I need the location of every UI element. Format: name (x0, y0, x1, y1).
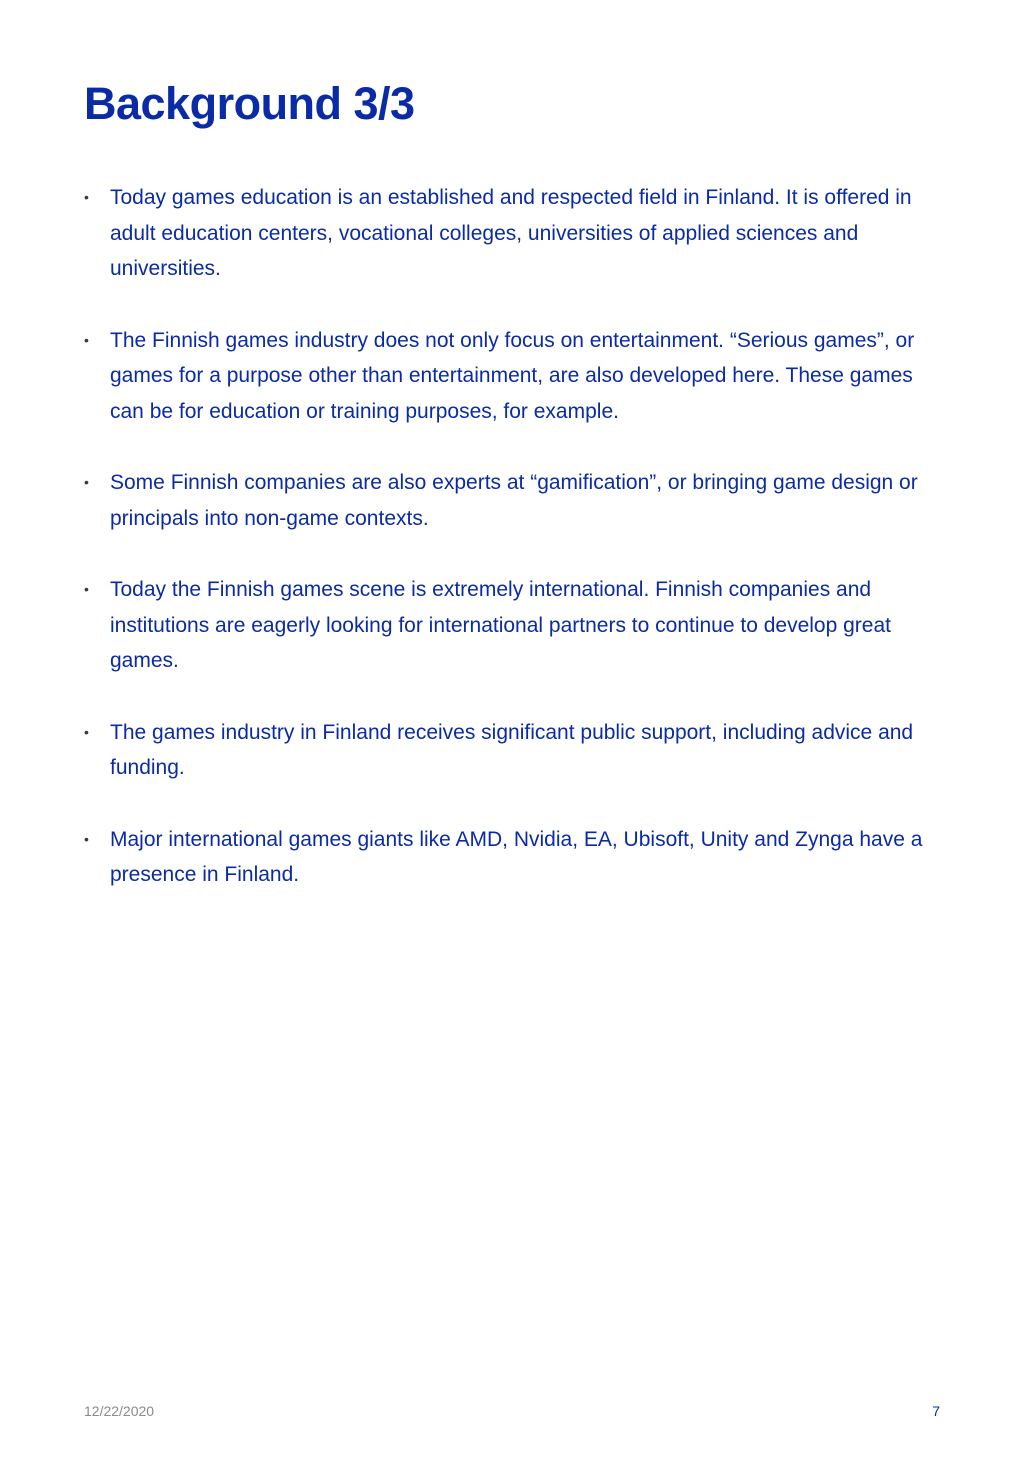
bullet-text: Today games education is an established and respected field in Finland. It is offered in adult education centers, vocational colleges, universities of applied sciences and universities. (110, 186, 912, 280)
footer-date: 12/22/2020 (84, 1403, 155, 1419)
bullet-text: Some Finnish companies are also experts at “gamification”, or bringing game design or principals into non-game contexts. (110, 471, 918, 530)
page-number: 7 (932, 1403, 940, 1419)
bullet-dot-icon: • (84, 189, 89, 205)
bullet-item (84, 822, 944, 893)
bullet-item (84, 323, 944, 430)
bullet-dot-icon: • (84, 723, 89, 740)
bullet-text: The games industry in Finland receives significant public support, including advice and funding. (110, 720, 914, 779)
bullet-item (84, 715, 944, 786)
bullet-item (84, 180, 944, 287)
bullet-list (84, 180, 944, 929)
bullet-item (84, 572, 944, 679)
bullet-text: Major international games giants like AMD, Nvidia, EA, Ubisoft, Unity and Zynga have a presence in Finland. (110, 827, 923, 886)
bullet-dot-icon: • (84, 830, 89, 847)
bullet-dot-icon: • (84, 331, 89, 348)
bullet-text: The Finnish games industry does not only focus on entertainment. “Serious games”, or games for a purpose other than entertainment, are also developed here. These games can be for education or training purposes, for example. (110, 328, 915, 423)
bullet-dot-icon: • (84, 474, 89, 490)
slide-title: Background 3/3 (84, 78, 415, 129)
bullet-text: Today the Finnish games scene is extremely international. Finnish companies and institutions are eagerly looking for international partners to continue to develop great games. (110, 578, 891, 672)
bullet-item (84, 465, 944, 536)
bullet-dot-icon: • (84, 581, 89, 597)
